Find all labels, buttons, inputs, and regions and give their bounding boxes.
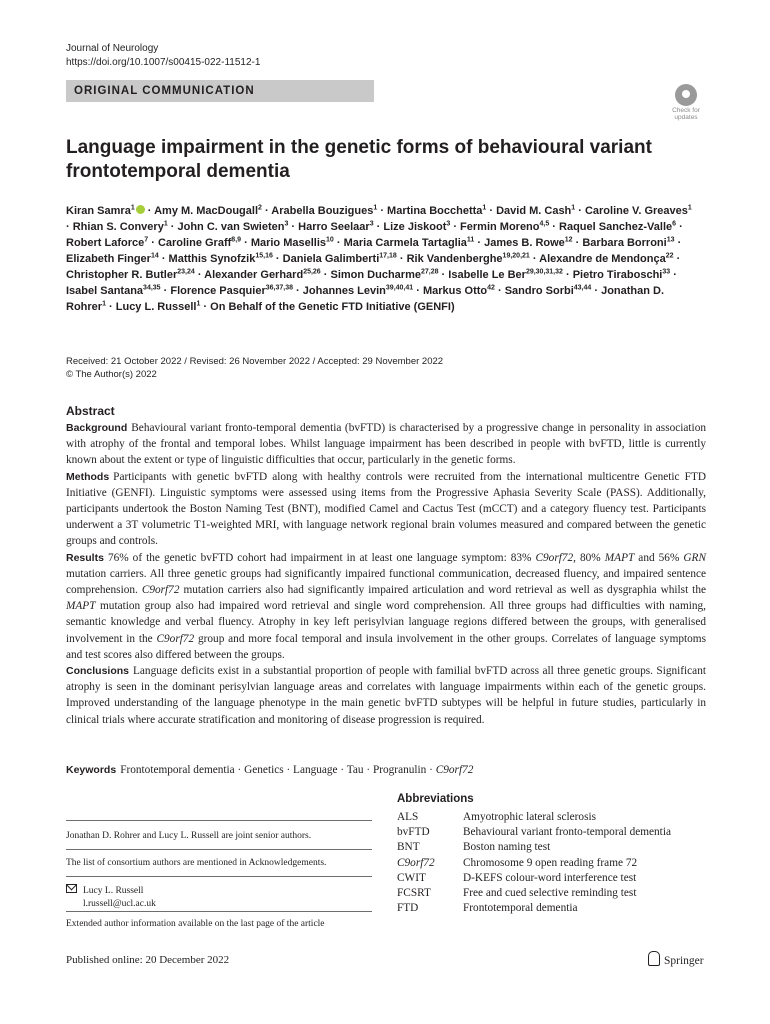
gene-name: MAPT bbox=[604, 551, 635, 564]
springer-horse-icon bbox=[648, 951, 660, 966]
author-name: John C. van Swieten bbox=[177, 221, 285, 233]
abbreviation-row bbox=[397, 856, 671, 871]
footnote-divider bbox=[66, 849, 372, 850]
abbreviation-row bbox=[397, 810, 671, 825]
gene-name: C9orf72 bbox=[141, 584, 180, 597]
author-name: Lucy L. Russell bbox=[115, 301, 197, 313]
background-label: Background bbox=[66, 422, 128, 434]
author-affiliation: 6 bbox=[672, 220, 677, 228]
abbreviation-row bbox=[397, 886, 671, 901]
keywords-text: Frontotemporal dementia · Genetics · Language · Tau · Progranulin · bbox=[120, 764, 436, 776]
author-name: Lize Jiskoot bbox=[383, 221, 447, 233]
author-name: Rhian S. Convery bbox=[72, 221, 164, 233]
abbreviations-heading: Abbreviations bbox=[397, 793, 474, 805]
author-name: On Behalf of the Genetic FTD Initiative (GENFI) bbox=[210, 301, 455, 313]
abstract-methods bbox=[66, 469, 706, 550]
author-name: Isabel Santana bbox=[66, 285, 144, 297]
senior-authors-note: Jonathan D. Rohrer and Lucy L. Russell are joint senior authors. bbox=[66, 831, 312, 841]
author-name: Robert Laforce bbox=[66, 237, 145, 249]
article-type-label: ORIGINAL COMMUNICATION bbox=[74, 85, 255, 97]
gene-name: C9orf72 bbox=[535, 551, 574, 564]
check-updates-text bbox=[666, 107, 706, 121]
journal-header bbox=[66, 42, 260, 70]
author-affiliation: 1 bbox=[373, 204, 378, 212]
abbreviation-definition: Free and cued selective reminding test bbox=[463, 887, 637, 900]
abbreviation-row bbox=[397, 825, 671, 840]
abbreviation-term: C9orf72 bbox=[397, 856, 435, 869]
author-name: Florence Pasquier bbox=[170, 285, 266, 297]
author-list: Kiran Samra$^1$ · Amy M. MacDougall$^2$ · Arabella Bouzigues$^1$ · Martina Bocchetta$^1$ · David M. Cash$^1$ · Caroline V. Greaves$^1$ · Rhian S. Convery$^1$ · John C. van Swieten$^3$ · Harro Seelaar$^3$ · Lize Jiskoot$^3$ · Fermin Moreno$^{4,5}$ · Raquel Sanchez-Valle$^6$ · Robert Laforce$^7$ · Caroline Graff$^{8,9}$ · Mario Masellis$^{10}$ · Maria Carmela Tartaglia$^{11}$ · James B. Rowe$^{12}$ · Barbara Borroni$^{13}$ · Elizabeth Finger$^{14}$ · Matthis Synofzik$^{15,16}$ · Daniela Galimberti$^{17,18}$ · Rik Vandenberghe$^{19,20,21}$ · Alexandre de Mendonça$^{22}$ · Christopher R. Butler$^{23,24}$ · Alexander Gerhard$^{25,26}$ · Simon Ducharme$^{27,28}$ · Isabelle Le Ber$^{29,30,31,32}$ · Pietro Tiraboschi$^{33}$ · Isabel Santana$^{34,35}$ · Florence Pasquier$^{36,37,38}$ · Johannes Levin$^{39,40,41}$ · Markus Otto$^{42}$ · Sandro Sorbi$^{43,44}$ · Jonathan D. Rohrer$^1$ · Lucy L. Russell$^1$ · On Behalf of the Genetic FTD Initiative (GENFI) bbox=[66, 204, 692, 313]
methods-text: Participants with genetic bvFTD along with healthy controls were recruited from the international multicentre Genetic FTD Initiative (GENFI). Linguistic symptoms were assessed using items from the Progressive Aphasia Severity Scale (PASS). Additionally, participants undertook the Boston Naming Test (BNT), modified Camel and Cactus Test (mCCT) and a category fluency test. Participants underwent a 3T volumetric T1-weighted MRI, with language network regional brain volumes measured and compared between the genetic groups and controls. bbox=[66, 470, 706, 548]
published-date: Published online: 20 December 2022 bbox=[66, 954, 230, 966]
author-name: Matthis Synofzik bbox=[168, 253, 256, 265]
gene-name: C9orf72 bbox=[156, 632, 195, 645]
background-text: Behavioural variant fronto-temporal dementia (bvFTD) is characterised by a progressive change in personality in association with atrophy of the frontal and temporal lobes. Whilst language impairment has been described in people with bvFTD, little is currently known about the extent or type of linguistic difficulties that occur, particularly in the genetic forms. bbox=[66, 422, 706, 467]
author-affiliation: 4,5 bbox=[539, 220, 550, 228]
abbreviation-term: BNT bbox=[397, 841, 420, 854]
author-name: Alexandre de Mendonça bbox=[539, 253, 666, 265]
orcid-icon[interactable] bbox=[136, 205, 145, 214]
author-name: Daniela Galimberti bbox=[282, 253, 380, 265]
author-name: Raquel Sanchez-Valle bbox=[559, 221, 673, 233]
publisher-name: Springer bbox=[664, 955, 704, 967]
keywords bbox=[66, 762, 473, 778]
author-name: Arabella Bouzigues bbox=[271, 205, 374, 217]
author-affiliation: 17,18 bbox=[379, 252, 397, 260]
gene-name: GRN bbox=[683, 551, 706, 564]
author-affiliation: 36,37,38 bbox=[265, 284, 293, 292]
author-name: Mario Masellis bbox=[250, 237, 327, 249]
author-affiliation: 19,20,21 bbox=[502, 252, 530, 260]
author-affiliation: 22 bbox=[665, 252, 674, 260]
abbreviation-row bbox=[397, 840, 671, 855]
footnote-divider bbox=[66, 876, 372, 877]
abbreviation-definition: Amyotrophic lateral sclerosis bbox=[463, 811, 597, 823]
author-name: Martina Bocchetta bbox=[387, 205, 483, 217]
author-affiliation: 7 bbox=[144, 236, 149, 244]
copyright: © The Author(s) 2022 bbox=[66, 368, 157, 380]
check-updates-line1: Check for bbox=[672, 107, 700, 114]
author-name: Barbara Borroni bbox=[582, 237, 667, 249]
conclusions-text: Language deficits exist in a substantial proportion of people with familial bvFTD across all three genetic groups. Significant atrophy is seen in the dominant perisylvian language areas and correlates with language impairments within each of the genetic groups. Improved understanding of the language phenotype in the main genetic bvFTD subtypes will be helpful in future studies, particularly in clinical trials where accurate stratification and monitoring of disease progression is required. bbox=[66, 665, 706, 726]
author-affiliation: 25,26 bbox=[303, 268, 321, 276]
history-dates: Received: 21 October 2022 / Revised: 26 November 2022 / Accepted: 29 November 2022 bbox=[66, 356, 444, 367]
contact-note bbox=[66, 884, 156, 911]
abbreviation-definition: Boston naming test bbox=[463, 841, 551, 854]
results-label: Results bbox=[66, 551, 104, 564]
check-for-updates-badge[interactable] bbox=[666, 84, 706, 124]
article-title: Language impairment in the genetic forms of behavioural variant frontotemporal dementia bbox=[66, 137, 652, 182]
contact-name: Lucy L. Russell bbox=[83, 886, 144, 896]
author-affiliation: 1 bbox=[482, 204, 487, 212]
abstract-results bbox=[66, 550, 706, 663]
keywords-label: Keywords bbox=[66, 764, 117, 776]
abbreviation-term: CWIT bbox=[397, 871, 426, 884]
author-name: Harro Seelaar bbox=[298, 221, 370, 233]
author-affiliation: 29,30,31,32 bbox=[525, 268, 563, 276]
author-name: James B. Rowe bbox=[484, 237, 565, 249]
check-updates-icon bbox=[675, 84, 697, 106]
footnote-divider bbox=[66, 911, 372, 912]
author-name: Fermin Moreno bbox=[460, 221, 540, 233]
abstract-conclusions bbox=[66, 663, 706, 728]
author-name: David M. Cash bbox=[496, 205, 572, 217]
doi-link[interactable]: https://doi.org/10.1007/s00415-022-11512-1 bbox=[66, 57, 261, 68]
author-affiliation: 34,35 bbox=[143, 284, 161, 292]
author-affiliation: 1 bbox=[687, 204, 692, 212]
abbreviation-term: FCSRT bbox=[397, 887, 431, 900]
check-updates-line2: updates bbox=[674, 114, 698, 121]
contact-email[interactable]: l.russell@ucl.ac.uk bbox=[83, 899, 156, 909]
author-affiliation: 1 bbox=[196, 300, 201, 308]
author-name: Elizabeth Finger bbox=[66, 253, 151, 265]
author-name: Rik Vandenberghe bbox=[406, 253, 503, 265]
gene-name: MAPT bbox=[66, 600, 96, 613]
author-affiliation: 1 bbox=[163, 220, 168, 228]
author-affiliation: 8,9 bbox=[231, 236, 242, 244]
footnote-divider bbox=[66, 820, 372, 821]
article-dates bbox=[66, 356, 443, 381]
conclusions-label: Conclusions bbox=[66, 665, 130, 678]
author-affiliation: 43,44 bbox=[573, 284, 592, 292]
abstract-background bbox=[66, 420, 706, 469]
author-affiliation: 3 bbox=[446, 220, 451, 228]
author-affiliation: 13 bbox=[666, 236, 675, 244]
consortium-note: The list of consortium authors are mentioned in Acknowledgements. bbox=[66, 858, 327, 868]
abbreviation-row bbox=[397, 901, 671, 916]
author-name: Amy M. MacDougall bbox=[154, 205, 258, 217]
author-affiliation: 3 bbox=[369, 220, 374, 228]
author-affiliation: 3 bbox=[284, 220, 289, 228]
author-affiliation: 1 bbox=[130, 204, 135, 212]
abbreviations-list bbox=[397, 810, 671, 916]
abbreviation-term: FTD bbox=[397, 902, 419, 915]
author-affiliation: 23,24 bbox=[177, 268, 195, 276]
author-affiliation: 39,40,41 bbox=[385, 284, 414, 292]
abbreviation-definition: Frontotemporal dementia bbox=[463, 902, 578, 915]
author-name: Pietro Tiraboschi bbox=[572, 269, 663, 281]
methods-label: Methods bbox=[66, 470, 110, 483]
author-affiliation: 12 bbox=[564, 236, 573, 244]
abbreviation-definition: D-KEFS colour-word interference test bbox=[463, 871, 637, 884]
author-name: Markus Otto bbox=[422, 285, 488, 297]
abstract-heading: Abstract bbox=[66, 404, 115, 418]
abstract-body bbox=[66, 420, 706, 728]
author-name: Christopher R. Butler bbox=[66, 269, 178, 281]
author-name: Sandro Sorbi bbox=[504, 285, 574, 297]
author-name: Caroline Graff bbox=[157, 237, 232, 249]
author-name: Kiran Samra bbox=[66, 205, 131, 217]
author-affiliation: 11 bbox=[466, 236, 475, 244]
abbreviation-row bbox=[397, 871, 671, 886]
author-affiliation: 33 bbox=[662, 268, 671, 276]
author-name: Johannes Levin bbox=[302, 285, 386, 297]
author-affiliation: 14 bbox=[150, 252, 159, 260]
article-type-banner bbox=[66, 80, 374, 102]
journal-name: Journal of Neurology bbox=[66, 43, 159, 54]
author-affiliation: 2 bbox=[258, 204, 262, 212]
author-name: Caroline V. Greaves bbox=[584, 205, 688, 217]
author-name: Jonathan D. Rohrer bbox=[66, 285, 665, 313]
author-name: Isabelle Le Ber bbox=[448, 269, 526, 281]
author-affiliation: 1 bbox=[102, 300, 106, 308]
publisher-logo bbox=[648, 951, 704, 967]
author-affiliation: 42 bbox=[487, 284, 495, 292]
extended-info-note: Extended author information available on the last page of the article bbox=[66, 919, 325, 929]
author-name: Simon Ducharme bbox=[330, 269, 421, 281]
author-affiliation: 27,28 bbox=[420, 268, 439, 276]
author-name: Maria Carmela Tartaglia bbox=[343, 237, 467, 249]
author-affiliation: 1 bbox=[571, 204, 576, 212]
abbreviation-term: ALS bbox=[397, 811, 419, 823]
keywords-italic: C9orf72 bbox=[435, 764, 474, 776]
abbreviation-term: bvFTD bbox=[397, 826, 430, 839]
results-text: 76% of the genetic bvFTD cohort had impairment in at least one language symptom: 83% C9orf72, 80% MAPT and 56% GRN mutation carriers. All three genetic groups had significantly impaired functional communication, decreased fluency, and impaired sentence comprehension. C9orf72 mutation carriers also had significantly impaired articulation and word retrieval as well as dysgraphia whilst the MAPT mutation group also had impaired word retrieval and single word comprehension. All three groups had difficulties with naming, semantic knowledge and verbal fluency. Atrophy in key left perisylvian language regions differed between the groups, with generalised involvement in the C9orf72 group and more focal temporal and insula involvement in the other groups. Correlates of language symptoms and test scores also differed between the groups. bbox=[66, 551, 706, 661]
abbreviation-definition: Behavioural variant fronto-temporal dementia bbox=[463, 826, 671, 839]
author-affiliation: 15,16 bbox=[255, 252, 273, 260]
envelope-icon bbox=[66, 884, 77, 893]
author-name: Alexander Gerhard bbox=[204, 269, 304, 281]
author-affiliation: 10 bbox=[326, 236, 334, 244]
abbreviation-definition: Chromosome 9 open reading frame 72 bbox=[463, 856, 638, 869]
